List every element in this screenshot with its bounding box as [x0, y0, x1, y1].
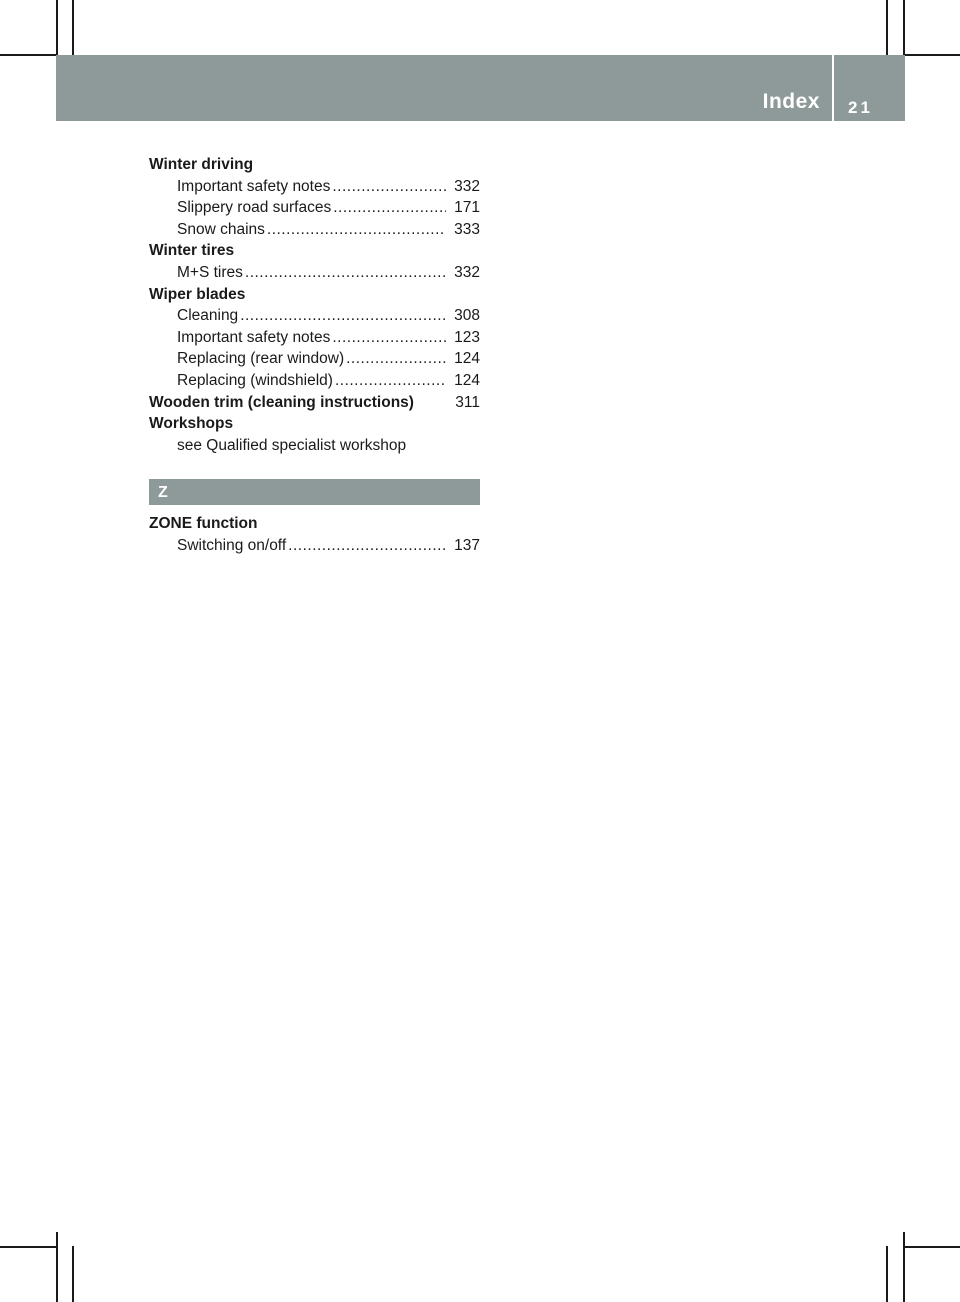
index-entry — [149, 413, 480, 456]
index-subentry[interactable] — [149, 327, 480, 349]
dot-leader — [245, 262, 446, 284]
index-subentry[interactable] — [149, 262, 480, 284]
index-entry — [149, 154, 480, 240]
page-number: 21 — [848, 98, 873, 117]
index-entry — [149, 513, 480, 556]
index-entry-wooden-trim[interactable] — [149, 392, 480, 414]
index-entry — [149, 240, 480, 283]
dot-leader — [335, 370, 446, 392]
section-letter-bar — [149, 479, 480, 505]
subentry-label: Replacing (windshield) — [177, 371, 333, 389]
subentry-label: Important safety notes — [177, 177, 331, 195]
index-entry — [149, 284, 480, 392]
index-term: Winter driving — [149, 156, 254, 173]
page-ref[interactable]: 332 — [454, 177, 480, 195]
subentry-label: Slippery road surfaces — [177, 199, 332, 217]
page-ref[interactable]: 137 — [454, 536, 480, 554]
section-letter: Z — [158, 484, 168, 502]
subentry-label: Important safety notes — [177, 328, 331, 346]
dot-leader — [332, 327, 446, 349]
page-ref[interactable]: 333 — [454, 220, 480, 238]
header-divider — [832, 55, 834, 121]
index-term: Winter tires — [149, 242, 235, 260]
crop-mark — [905, 54, 960, 56]
dot-leader — [288, 535, 446, 557]
index-subentry[interactable] — [149, 370, 480, 392]
index-subentry[interactable] — [149, 197, 480, 219]
crop-mark — [0, 1246, 56, 1248]
dot-leader — [333, 197, 446, 219]
subentry-label: Snow chains — [177, 220, 265, 238]
page-ref[interactable]: 308 — [454, 307, 480, 325]
page-ref[interactable]: 123 — [454, 328, 480, 346]
index-subentry[interactable] — [149, 348, 480, 370]
crop-mark — [903, 1232, 905, 1302]
crop-mark — [56, 1232, 58, 1302]
index-term: Wiper blades — [149, 285, 246, 303]
subentry-label: M+S tires — [177, 263, 243, 281]
subentry-label: Cleaning — [177, 307, 239, 325]
subentry-label: Switching on/off — [177, 536, 287, 554]
index-subentry[interactable] — [149, 176, 480, 198]
crop-mark — [886, 1246, 888, 1302]
page-ref[interactable]: 332 — [454, 263, 480, 281]
page-ref[interactable]: 124 — [454, 371, 480, 389]
page-title: Index — [762, 90, 820, 113]
index-column — [149, 154, 480, 557]
crop-mark — [905, 1246, 960, 1248]
dot-leader — [332, 176, 446, 198]
dot-leader — [267, 219, 446, 241]
dot-leader — [346, 348, 446, 370]
index-subentry[interactable] — [149, 219, 480, 241]
index-term: Workshops — [149, 415, 234, 433]
index-subentry[interactable] — [149, 535, 480, 557]
crop-mark — [886, 0, 888, 56]
dot-leader — [240, 305, 446, 327]
index-term: Wooden trim (cleaning instructions) — [149, 393, 414, 411]
page-ref[interactable]: 171 — [454, 199, 480, 217]
index-term: ZONE function — [149, 515, 258, 533]
see-reference[interactable]: see Qualified specialist workshop — [177, 436, 407, 454]
crop-mark — [72, 1246, 74, 1302]
index-subentry[interactable] — [149, 305, 480, 327]
subentry-label: Replacing (rear window) — [177, 350, 345, 368]
crop-mark — [0, 54, 56, 56]
crop-mark — [72, 0, 74, 56]
page-ref[interactable]: 311 — [455, 393, 480, 411]
page-ref[interactable]: 124 — [454, 350, 480, 368]
